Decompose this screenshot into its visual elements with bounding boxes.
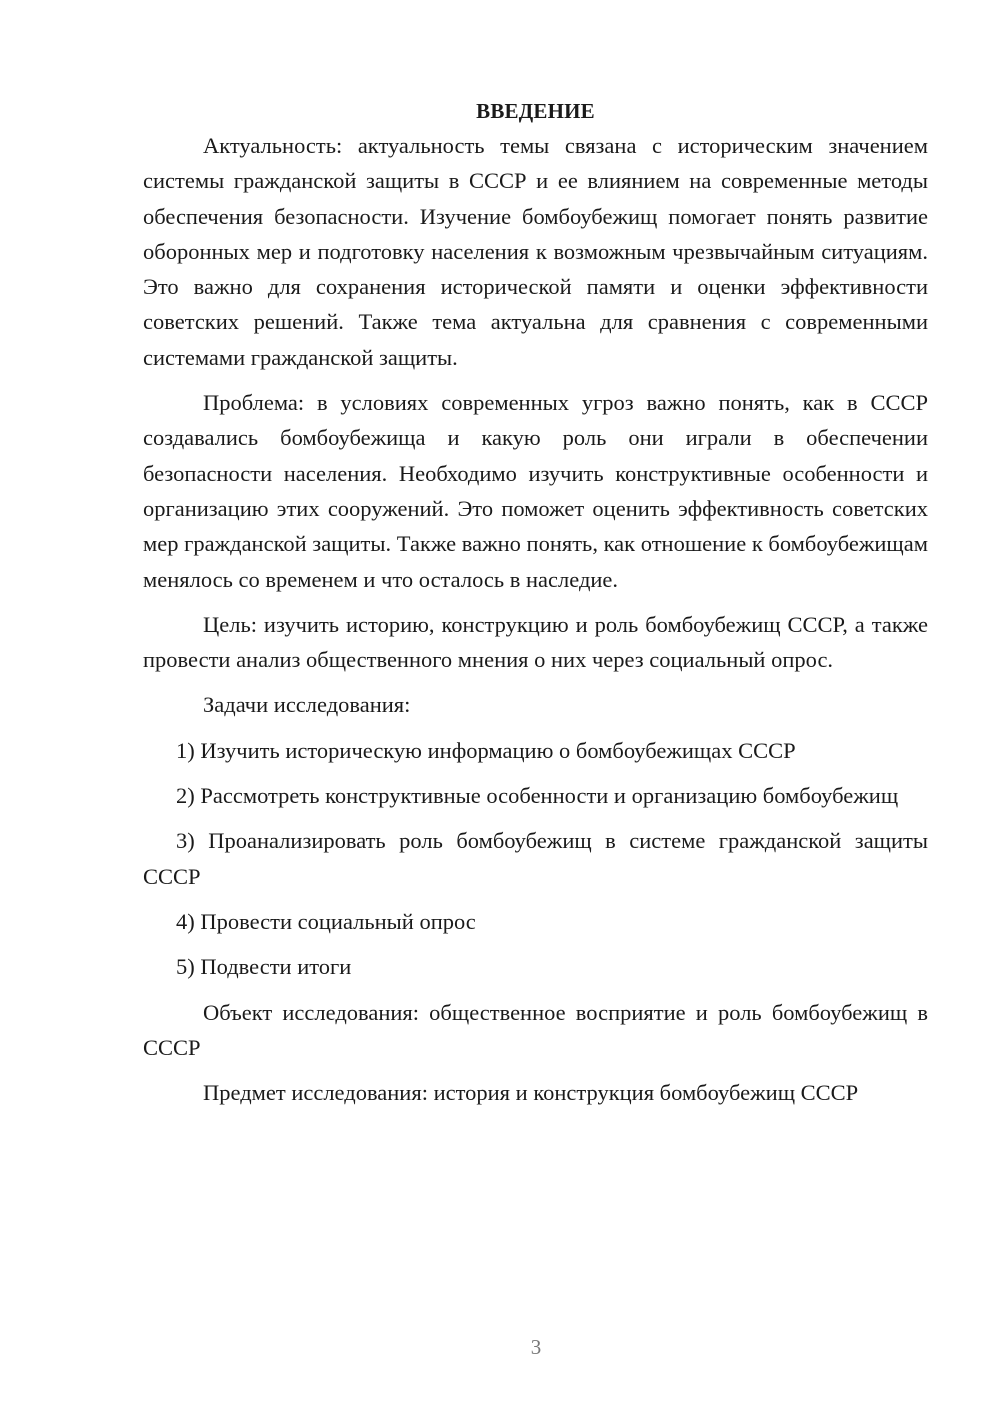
- document-page: [143, 96, 928, 1120]
- goal-paragraph: Цель: изучить историю, конструкцию и роль бомбоубежищ СССР, а также провести анализ общественного мнения о них через социальный опрос.: [143, 611, 928, 673]
- section-title: ВВЕДЕНИЕ: [476, 99, 595, 123]
- page-number: 3: [530, 1335, 542, 1359]
- research-subject-paragraph: Предмет исследования: история и конструкция бомбоубежищ СССР: [203, 1080, 859, 1106]
- relevance-paragraph: Актуальность: актуальность темы связана с историческим значением системы гражданской защиты в СССР и ее влиянием на современные методы обеспечения безопасности. Изучение бомбоубежищ помогает понять развитие оборонных мер и подготовку населения к возможным чрезвычайным ситуациям. Это важно для сохранения исторической памяти и оценки эффективности советских решений. Также тема актуальна для сравнения с современными системами гражданской защиты.: [143, 133, 928, 370]
- task-item-3: 3) Проанализировать роль бомбоубежищ в системе гражданской защиты СССР: [143, 828, 928, 889]
- research-object-paragraph: Объект исследования: общественное восприятие и роль бомбоубежищ в СССР: [143, 999, 928, 1060]
- task-item-1: 1) Изучить историческую информацию о бомбоубежищах СССР: [176, 737, 796, 763]
- tasks-heading: Задачи исследования:: [203, 692, 411, 718]
- task-item-5: 5) Подвести итоги: [176, 954, 352, 980]
- task-item-4: 4) Провести социальный опрос: [176, 908, 476, 934]
- problem-paragraph: Проблема: в условиях современных угроз важно понять, как в СССР создавались бомбоубежища и какую роль они играли в обеспечении безопасности населения. Необходимо изучить конструктивные особенности и организацию этих сооружений. Это поможет оценить эффективность советских мер гражданской защиты. Также важно понять, как отношение к бомбоубежищам менялось со временем и что осталось в наследие.: [143, 390, 928, 592]
- task-item-2: 2) Рассмотреть конструктивные особенности и организацию бомбоубежищ: [176, 783, 899, 809]
